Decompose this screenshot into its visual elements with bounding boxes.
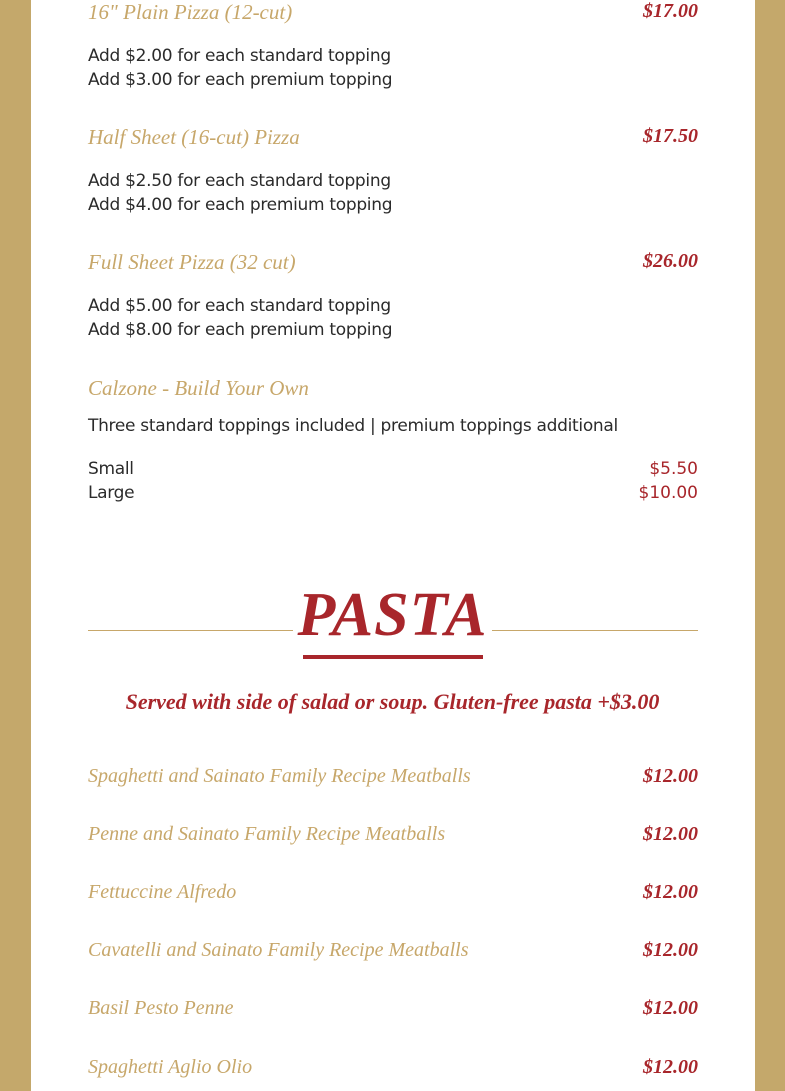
pasta-item-name: Cavatelli and Sainato Family Recipe Meatballs [88, 939, 469, 961]
menu-item-price: $26.00 [643, 250, 698, 272]
topping-note: Add $8.00 for each premium topping [88, 320, 393, 340]
pasta-item-price: $12.00 [643, 765, 698, 787]
menu-page [31, 0, 755, 1091]
pasta-item-name: Spaghetti Aglio Olio [88, 1056, 253, 1078]
calzone-size-label: Large [88, 483, 135, 503]
pasta-item-name: Penne and Sainato Family Recipe Meatballs [88, 823, 446, 845]
menu-item-name: 16" Plain Pizza (12-cut) [88, 0, 293, 24]
calzone-title: Calzone - Build Your Own [88, 376, 309, 400]
pasta-item-name: Fettuccine Alfredo [88, 881, 237, 903]
topping-note: Add $2.00 for each standard topping [88, 46, 391, 66]
pasta-item-name: Spaghetti and Sainato Family Recipe Meatballs [88, 765, 471, 787]
menu-item-name: Half Sheet (16-cut) Pizza [88, 125, 300, 149]
topping-note: Add $5.00 for each standard topping [88, 296, 391, 316]
menu-item-price: $17.00 [643, 0, 698, 22]
section-heading: PASTA [297, 581, 488, 649]
section-subtitle: Served with side of salad or soup. Gluten-free pasta +$3.00 [125, 689, 660, 714]
calzone-size-price: $10.00 [638, 483, 698, 503]
heading-underline [303, 655, 483, 659]
pasta-item-price: $12.00 [643, 823, 698, 845]
topping-note: Add $2.50 for each standard topping [88, 171, 391, 191]
menu-item-price: $17.50 [643, 125, 698, 147]
calzone-size-label: Small [88, 459, 134, 479]
topping-note: Add $3.00 for each premium topping [88, 70, 393, 90]
pasta-item-name: Basil Pesto Penne [88, 997, 234, 1019]
pasta-item-price: $12.00 [643, 1056, 698, 1078]
pasta-item-price: $12.00 [643, 939, 698, 961]
topping-note: Add $4.00 for each premium topping [88, 195, 393, 215]
calzone-description: Three standard toppings included | premium toppings additional [88, 416, 618, 436]
pasta-item-price: $12.00 [643, 881, 698, 903]
pasta-item-price: $12.00 [643, 997, 698, 1019]
calzone-size-price: $5.50 [649, 459, 698, 479]
menu-item-name: Full Sheet Pizza (32 cut) [88, 250, 296, 274]
